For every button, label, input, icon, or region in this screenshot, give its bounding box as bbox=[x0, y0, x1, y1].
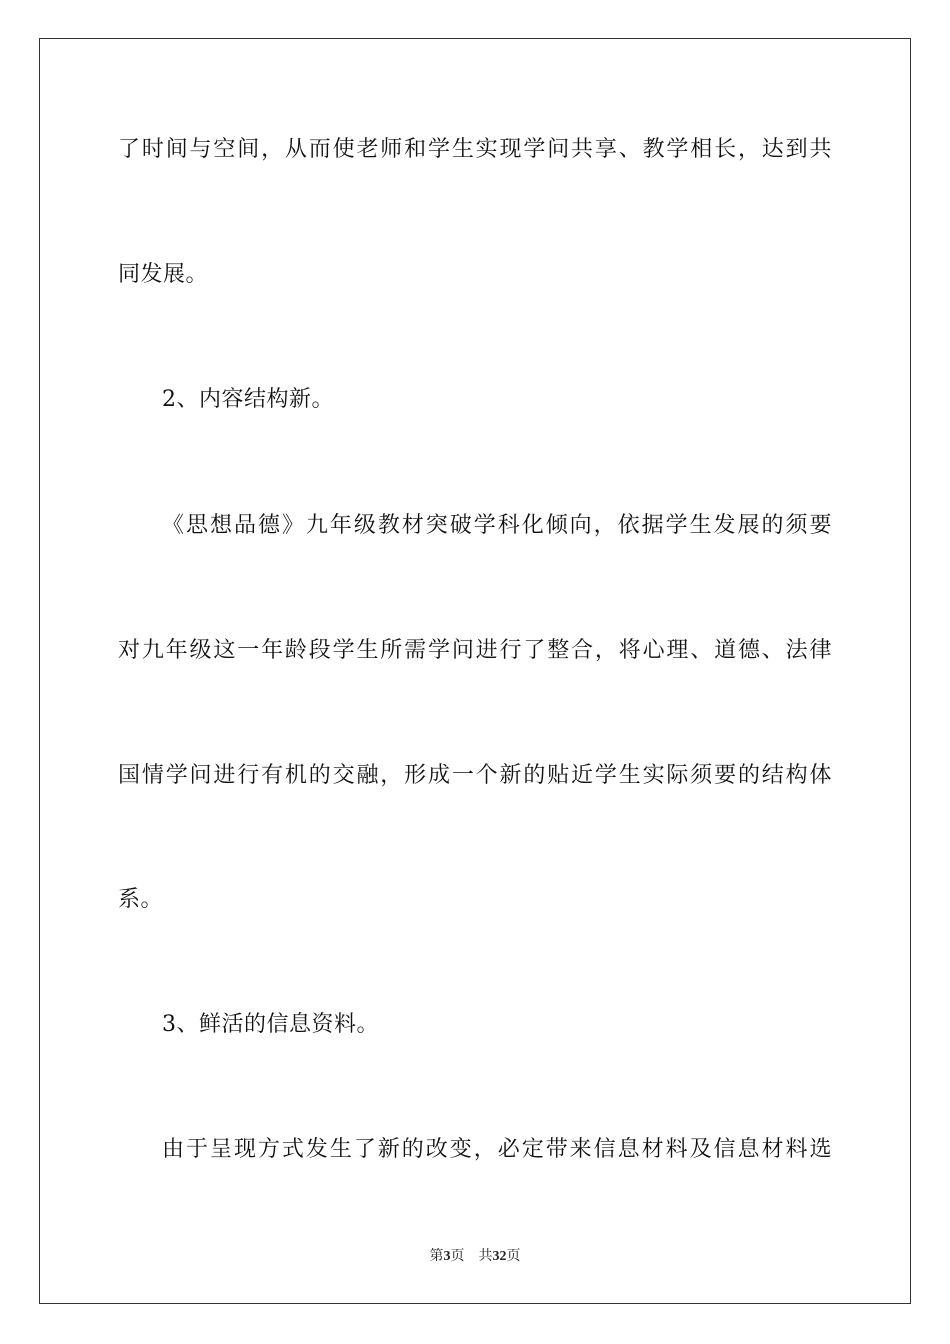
section-heading: 2、内容结构新。 bbox=[162, 387, 334, 412]
total-pages: 32 bbox=[492, 1249, 507, 1264]
body-text-line: 对九年级这一年龄段学生所需学问进行了整合，将心理、道德、法律 bbox=[118, 638, 832, 663]
body-text-line: 同发展。 bbox=[118, 262, 209, 287]
total-label-suffix: 页 bbox=[506, 1249, 521, 1264]
page-label-suffix: 页 bbox=[450, 1249, 465, 1264]
body-text-line: 了时间与空间，从而使老师和学生实现学问共享、教学相长，达到共 bbox=[118, 137, 832, 162]
section-heading: 3、鲜活的信息资料。 bbox=[162, 1012, 379, 1037]
paragraph-first-line: 《思想品德》九年级教材突破学科化倾向，依据学生发展的须要 bbox=[162, 513, 832, 538]
page-footer bbox=[0, 1248, 950, 1266]
body-text-line: 国情学问进行有机的交融，形成一个新的贴近学生实际须要的结构体 bbox=[118, 763, 832, 788]
page-border bbox=[39, 38, 911, 1304]
total-label-prefix: 共 bbox=[478, 1249, 493, 1264]
paragraph-first-line: 由于呈现方式发生了新的改变，必定带来信息材料及信息材料选 bbox=[162, 1137, 832, 1162]
page-number: 3 bbox=[443, 1249, 451, 1264]
body-text-line: 系。 bbox=[118, 887, 164, 912]
page-label-prefix: 第 bbox=[429, 1249, 444, 1264]
